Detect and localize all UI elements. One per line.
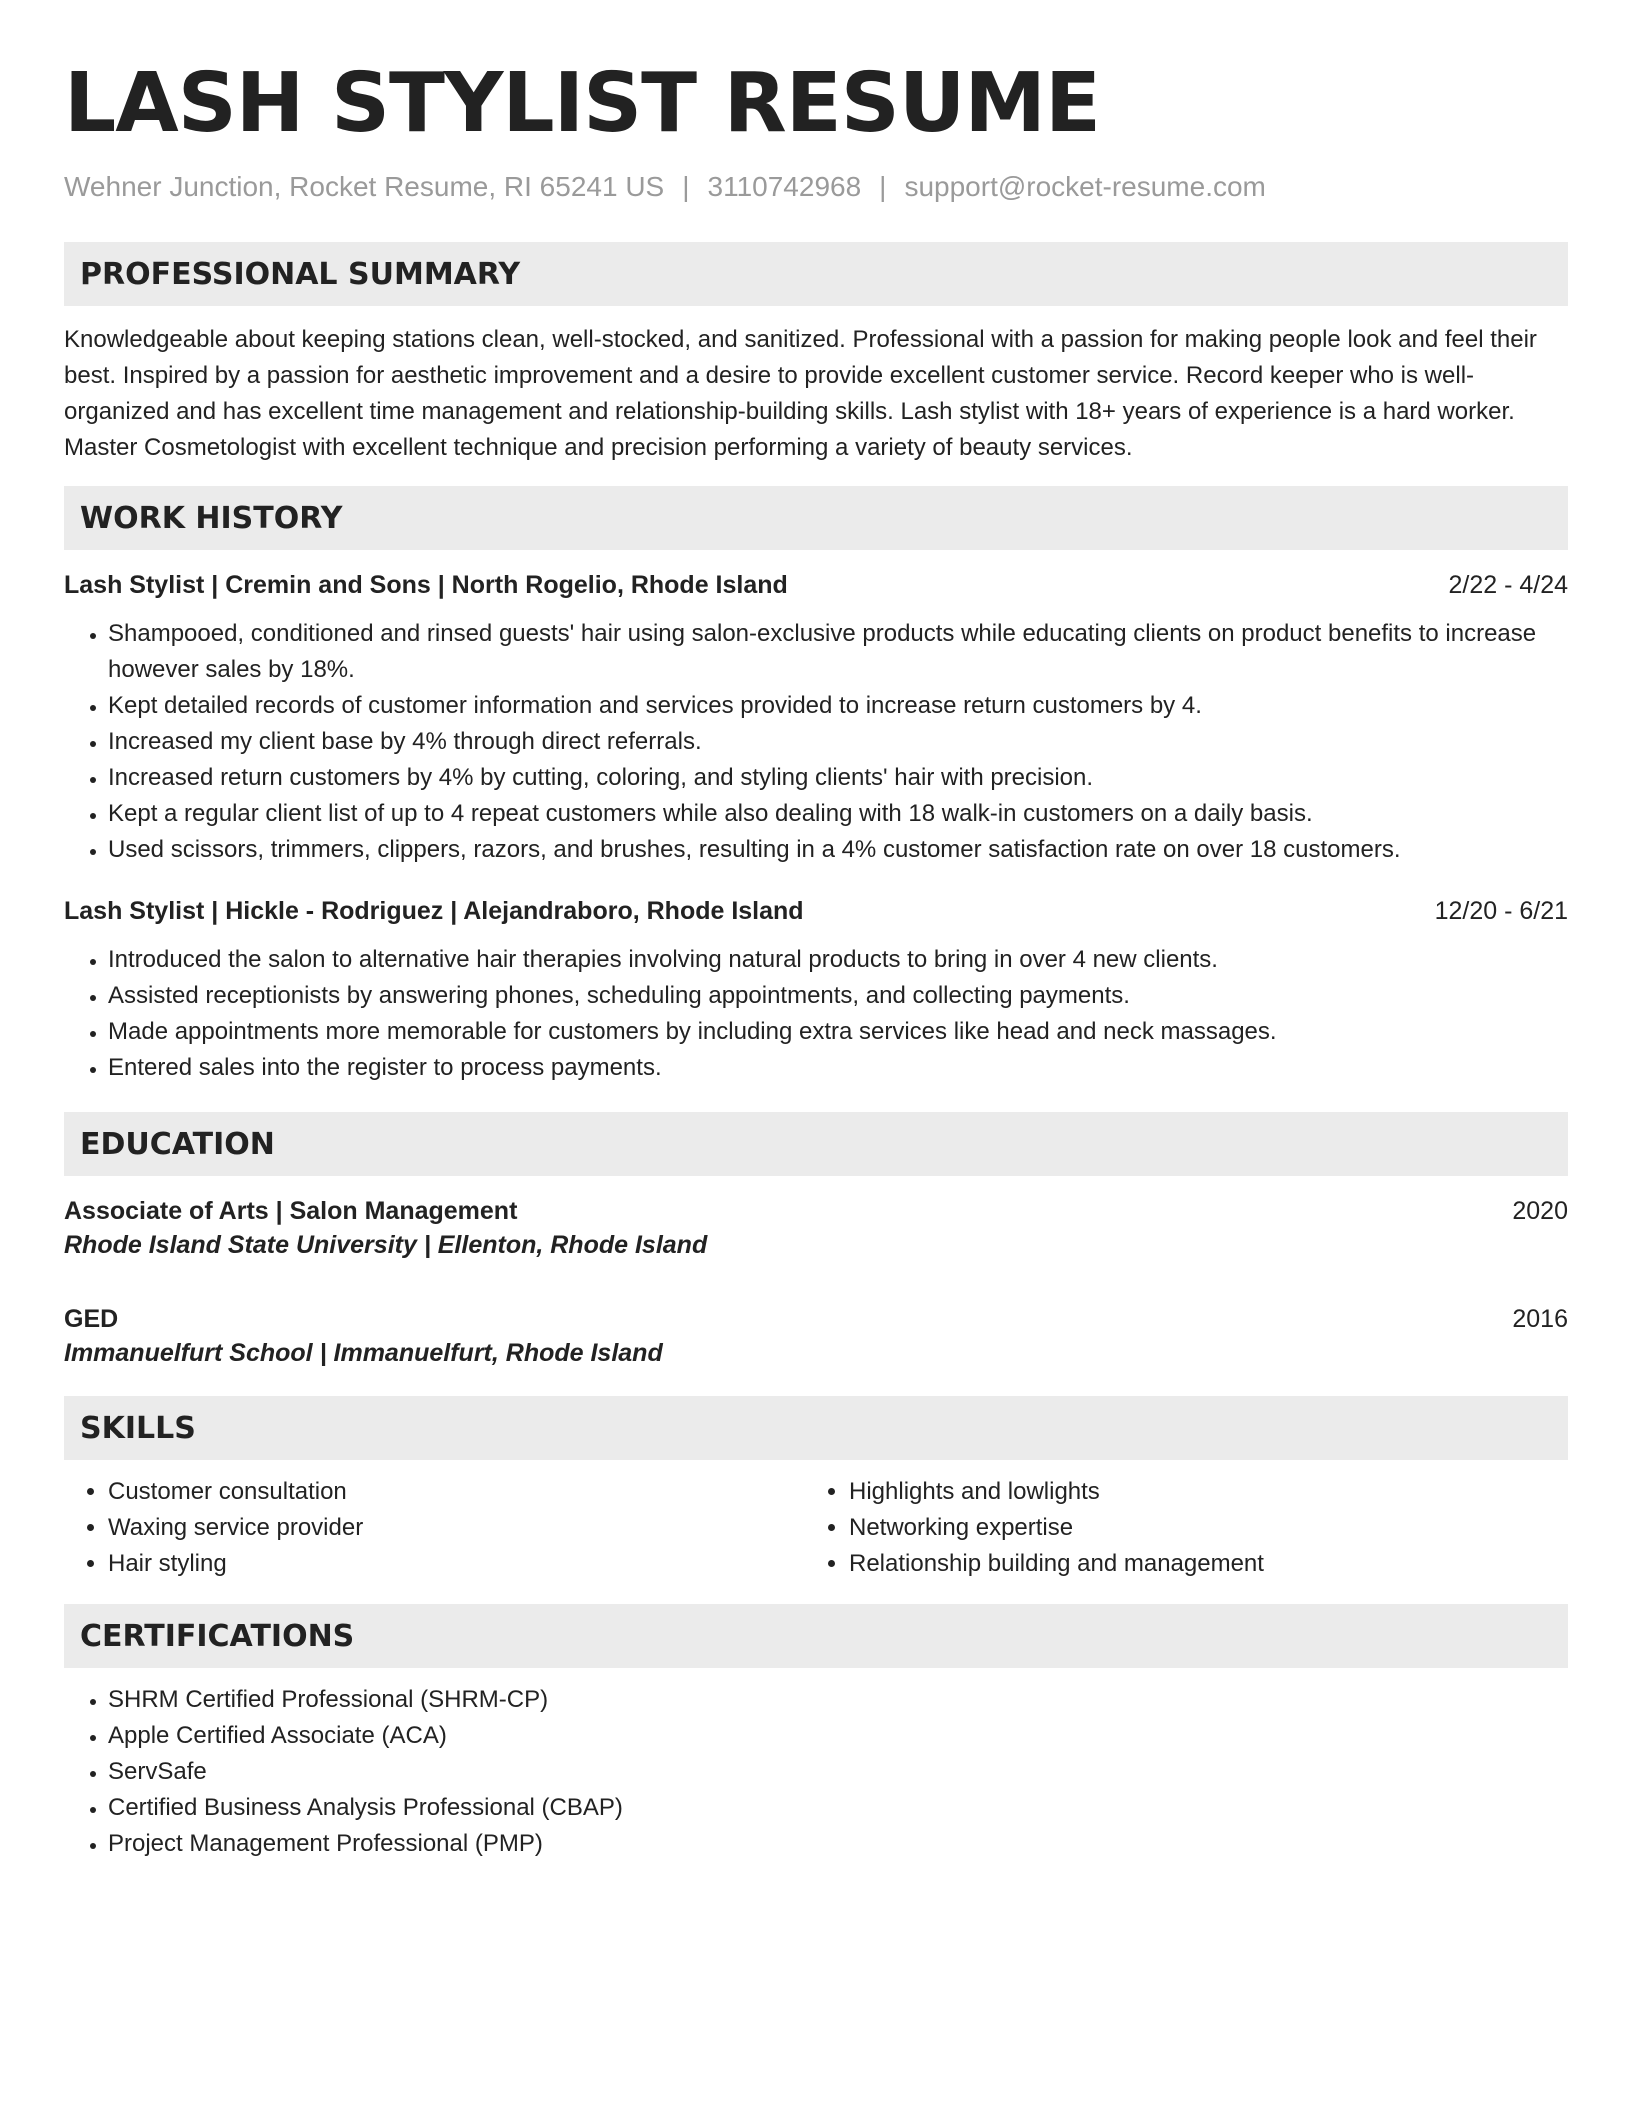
skill-item: • Customer consultation: [108, 1474, 805, 1510]
contact-separator: |: [682, 171, 690, 202]
contact-phone: 3110742968: [707, 171, 862, 202]
contact-address: Wehner Junction, Rocket Resume, RI 65241 US: [64, 171, 665, 202]
education-year: 2016: [1512, 1305, 1568, 1333]
education-school: Rhode Island State University | Ellenton, Rhode Island: [64, 1231, 708, 1259]
job-entry: [64, 894, 1568, 1086]
job-bullet: • Entered sales into the register to process payments.: [108, 1050, 1568, 1086]
job-bullet: • Increased my client base by 4% through direct referrals.: [108, 724, 1568, 760]
summary-text: Knowledgeable about keeping stations clean, well-stocked, and sanitized. Professional with a passion for making people look and feel their best. Inspired by a passion for aesthetic improvement and a desire to provide excellent customer service. Record keeper who is well-organized and has excellent time management and relationship-building skills. Lash stylist with 18+ years of experience is a hard worker. Master Cosmetologist with excellent technique and precision performing a variety of beauty services.: [64, 326, 1537, 461]
resume-page: [64, 56, 1568, 1862]
work-section-header: [64, 486, 1568, 550]
certifications-list: [64, 1682, 1568, 1862]
job-header: [64, 568, 1568, 602]
job-bullet: • Introduced the salon to alternative hair therapies involving natural products to bring in over 4 new clients.: [108, 942, 1568, 978]
skills-heading: SKILLS: [80, 1410, 196, 1446]
skill-item: • Networking expertise: [849, 1510, 1546, 1546]
skill-item: • Relationship building and management: [849, 1546, 1546, 1582]
job-dates: 2/22 - 4/24: [1448, 571, 1568, 599]
summary-heading: PROFESSIONAL SUMMARY: [80, 256, 521, 292]
education-degree: GED: [64, 1305, 119, 1333]
job-bullets: [64, 616, 1568, 868]
resume-title: LASH STYLIST RESUME: [64, 56, 1101, 151]
skill-item: • Waxing service provider: [108, 1510, 805, 1546]
contact-email: support@rocket-resume.com: [904, 171, 1266, 202]
certifications-heading: CERTIFICATIONS: [80, 1618, 355, 1654]
skills-section-header: [64, 1396, 1568, 1460]
job-bullet: • Assisted receptionists by answering phones, scheduling appointments, and collecting payments.: [108, 978, 1568, 1014]
job-bullet: • Used scissors, trimmers, clippers, razors, and brushes, resulting in a 4% customer satisfaction rate on over 18 customers.: [108, 832, 1568, 868]
certification-item: • ServSafe: [108, 1754, 1568, 1790]
certification-item: • Project Management Professional (PMP): [108, 1826, 1568, 1862]
education-school: Immanuelfurt School | Immanuelfurt, Rhode Island: [64, 1339, 663, 1367]
job-header: [64, 894, 1568, 928]
education-entry: [64, 1302, 1568, 1370]
contact-line: [64, 170, 1568, 204]
certifications-section-header: [64, 1604, 1568, 1668]
skills-list-right: [805, 1474, 1546, 1582]
education-header: [64, 1194, 1568, 1228]
education-section-header: [64, 1112, 1568, 1176]
job-bullet: • Increased return customers by 4% by cutting, coloring, and styling clients' hair with precision.: [108, 760, 1568, 796]
skill-item: • Highlights and lowlights: [849, 1474, 1546, 1510]
skills-grid: [64, 1474, 1568, 1582]
education-year: 2020: [1512, 1197, 1568, 1225]
summary-section-header: [64, 242, 1568, 306]
certification-item: • Certified Business Analysis Professional (CBAP): [108, 1790, 1568, 1826]
certification-item: • SHRM Certified Professional (SHRM-CP): [108, 1682, 1568, 1718]
job-bullet: • Kept detailed records of customer information and services provided to increase return customers by 4.: [108, 688, 1568, 724]
education-degree: Associate of Arts | Salon Management: [64, 1197, 518, 1225]
job-bullets: [64, 942, 1568, 1086]
work-heading: WORK HISTORY: [80, 500, 343, 536]
education-header: [64, 1302, 1568, 1336]
job-dates: 12/20 - 6/21: [1434, 897, 1568, 925]
skill-item: • Hair styling: [108, 1546, 805, 1582]
job-title: Lash Stylist | Cremin and Sons | North Rogelio, Rhode Island: [64, 571, 788, 599]
job-bullet: • Shampooed, conditioned and rinsed guests' hair using salon-exclusive products while educating clients on product benefits to increase however sales by 18%.: [108, 616, 1568, 688]
job-title: Lash Stylist | Hickle - Rodriguez | Alejandraboro, Rhode Island: [64, 897, 804, 925]
certification-item: • Apple Certified Associate (ACA): [108, 1718, 1568, 1754]
education-entry: [64, 1194, 1568, 1262]
skills-list-left: [64, 1474, 805, 1582]
job-bullet: • Kept a regular client list of up to 4 repeat customers while also dealing with 18 walk-in customers on a daily basis.: [108, 796, 1568, 832]
education-heading: EDUCATION: [80, 1126, 275, 1162]
contact-separator: |: [879, 171, 887, 202]
job-bullet: • Made appointments more memorable for customers by including extra services like head and neck massages.: [108, 1014, 1568, 1050]
job-entry: [64, 568, 1568, 868]
